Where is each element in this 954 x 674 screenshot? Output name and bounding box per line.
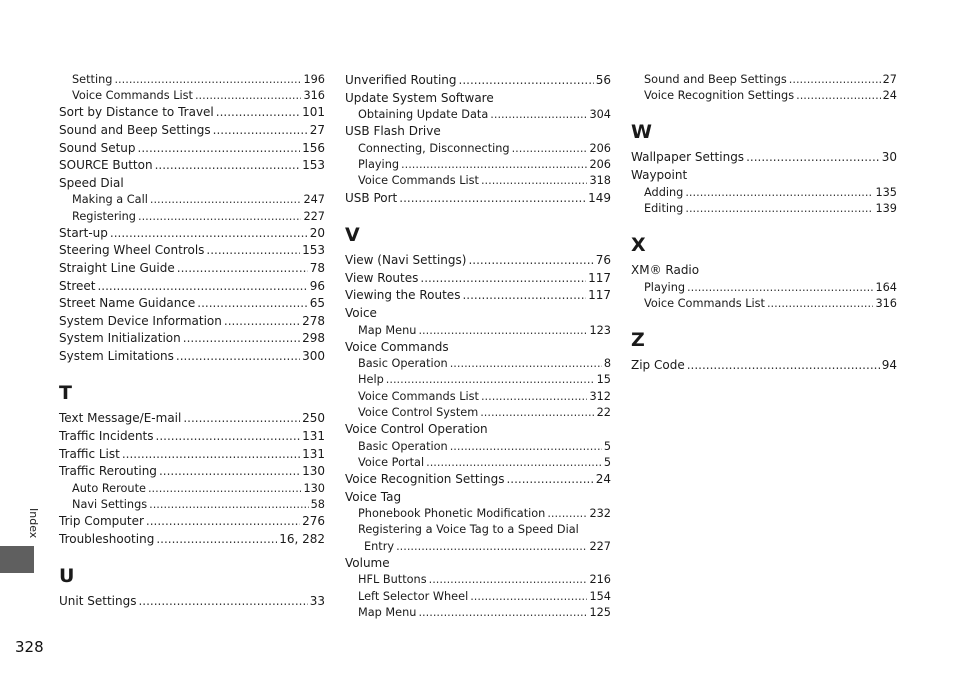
page-reference: 278	[302, 313, 325, 328]
page-reference: 139	[875, 201, 897, 215]
index-entry-sound-setup[interactable]	[59, 140, 325, 158]
page-reference: 15	[596, 373, 611, 387]
index-entry-label: Voice Commands List	[644, 296, 765, 310]
index-entry-voice-recognition-settings[interactable]	[631, 88, 897, 104]
page-reference: 130	[303, 481, 325, 495]
index-entry-label: View (Navi Settings)	[345, 253, 467, 268]
index-entry-label: USB Flash Drive	[345, 124, 441, 139]
page-reference: 117	[588, 288, 611, 303]
index-entry-label: Voice Commands List	[72, 89, 193, 103]
index-entry-street[interactable]	[59, 278, 325, 296]
index-entry-label: System Device Information	[59, 313, 222, 328]
page-reference: 56	[595, 73, 611, 87]
index-entry-label: HFL Buttons	[358, 573, 427, 587]
page-reference: 27	[882, 73, 897, 86]
index-entry-label: Basic Operation	[358, 357, 448, 371]
page-reference: 65	[309, 296, 325, 311]
index-entry-system-initialization[interactable]	[59, 330, 325, 348]
page-reference: 153	[302, 158, 325, 173]
index-entry-label: Waypoint	[631, 167, 688, 182]
index-entry-label: Straight Line Guide	[59, 260, 175, 275]
index-entry-label: SOURCE Button	[59, 158, 153, 173]
index-entry-left-selector-wheel[interactable]	[345, 589, 611, 605]
index-entry-auto-reroute[interactable]	[59, 481, 325, 497]
dot-leader	[746, 149, 880, 167]
dot-leader	[685, 201, 873, 217]
page-reference: 316	[303, 89, 325, 103]
index-entry-adding[interactable]	[631, 185, 897, 201]
index-entry-volume[interactable]	[345, 555, 611, 573]
dot-leader	[396, 539, 587, 555]
index-entry-label: Auto Reroute	[72, 481, 146, 495]
index-entry-sound-and-beep-settings[interactable]	[631, 72, 897, 88]
dot-leader	[156, 428, 301, 446]
dot-leader	[216, 104, 300, 122]
section-letter-u: U	[59, 565, 75, 588]
index-entry-making-a-call[interactable]	[59, 192, 325, 208]
index-entry-view-navi-settings[interactable]	[345, 252, 611, 270]
index-entry-label: Voice Recognition Settings	[345, 472, 505, 486]
dot-leader	[155, 157, 301, 175]
dot-leader	[480, 405, 594, 421]
index-entry-usb-port[interactable]	[345, 190, 611, 208]
index-entry-traffic-incidents[interactable]	[59, 428, 325, 446]
index-entry-playing[interactable]	[631, 280, 897, 296]
dot-leader	[418, 323, 587, 339]
dot-leader	[138, 209, 301, 225]
index-entry-label: System Limitations	[59, 348, 174, 363]
index-column-2	[345, 72, 611, 621]
page-reference: 135	[875, 185, 897, 199]
dot-leader	[183, 330, 300, 348]
dot-leader	[796, 88, 881, 104]
dot-leader	[687, 357, 880, 375]
section-letter-z: Z	[631, 328, 645, 351]
dot-leader	[206, 242, 300, 260]
dot-leader	[401, 157, 587, 173]
page-reference: 123	[589, 323, 611, 337]
index-column-3	[631, 72, 897, 375]
dot-leader	[386, 372, 595, 388]
page-reference: 131	[302, 446, 325, 461]
index-entry-unit-settings[interactable]	[59, 593, 325, 611]
index-entry-label: Basic Operation	[358, 439, 448, 453]
index-entry-text-message-e-mail[interactable]	[59, 410, 325, 428]
index-entry-label: Voice	[345, 305, 377, 320]
page-reference: 58	[310, 498, 325, 512]
index-entry-source-button[interactable]	[59, 157, 325, 175]
dot-leader	[159, 463, 300, 481]
page-reference: 78	[309, 260, 325, 275]
index-entry-sort-by-distance-to-travel[interactable]	[59, 104, 325, 122]
index-entry-navi-settings[interactable]	[59, 497, 325, 513]
dot-leader	[195, 88, 301, 104]
dot-leader	[197, 295, 307, 313]
index-entry-label: Navi Settings	[72, 498, 148, 512]
index-entry-voice[interactable]	[345, 305, 611, 323]
dot-leader	[114, 72, 301, 88]
page-reference: 149	[588, 190, 611, 205]
page-reference: 250	[302, 411, 325, 426]
index-entry-label: Speed Dial	[59, 175, 124, 190]
index-entry-system-device-information[interactable]	[59, 313, 325, 331]
page-reference: 298	[302, 331, 325, 346]
index-entry-voice-control-operation[interactable]	[345, 421, 611, 439]
index-entry-speed-dial[interactable]	[59, 175, 325, 193]
page-reference: 8	[603, 357, 611, 371]
index-entry-phonebook-phonetic-modification[interactable]	[345, 506, 611, 522]
page-reference: 30	[881, 150, 897, 165]
dot-leader	[468, 252, 593, 270]
index-entry-label: Voice Control System	[358, 405, 479, 419]
index-entry-zip-code[interactable]	[631, 357, 897, 375]
page-reference: 227	[589, 539, 611, 553]
side-tab-label: Index	[27, 508, 40, 539]
index-entry-voice-control-system[interactable]	[345, 405, 611, 421]
index-entry-start-up[interactable]	[59, 225, 325, 243]
section-letter-w: W	[631, 121, 652, 144]
page-reference: 227	[303, 209, 325, 223]
page-reference: 101	[302, 105, 325, 120]
dot-leader	[470, 589, 587, 605]
page-reference: 27	[309, 122, 325, 137]
dot-leader	[426, 455, 602, 471]
section-letter-t: T	[59, 382, 72, 405]
index-entry-playing[interactable]	[345, 157, 611, 173]
index-entry-label: Street	[59, 278, 96, 293]
page-reference: 5	[603, 439, 611, 453]
index-entry-system-limitations[interactable]	[59, 348, 325, 366]
page-reference: 33	[309, 594, 325, 609]
dot-leader	[459, 72, 594, 90]
page-reference: 16, 282	[279, 531, 325, 546]
index-entry-label: Setting	[72, 73, 113, 86]
dot-leader	[687, 280, 873, 296]
index-entry-label: USB Port	[345, 190, 398, 205]
index-entry-map-menu[interactable]	[345, 323, 611, 339]
dot-leader	[183, 410, 300, 428]
page-reference: 247	[303, 193, 325, 207]
page-reference: 312	[589, 389, 611, 403]
index-entry-label: Traffic List	[59, 446, 120, 461]
dot-leader	[213, 122, 308, 140]
page-reference: 206	[589, 141, 611, 155]
index-entry-label: Voice Commands List	[358, 389, 479, 403]
index-entry-label: Sound and Beep Settings	[59, 122, 211, 137]
index-entry-label: Left Selector Wheel	[358, 589, 469, 603]
dot-leader	[789, 72, 881, 88]
dot-leader	[429, 572, 588, 588]
index-entry-label: Voice Commands	[345, 339, 449, 354]
index-entry-help[interactable]	[345, 372, 611, 388]
index-column-1	[59, 72, 325, 611]
index-entry-street-name-guidance[interactable]	[59, 295, 325, 313]
index-entry-traffic-rerouting[interactable]	[59, 463, 325, 481]
index-entry-label: Voice Recognition Settings	[644, 89, 795, 103]
dot-leader	[177, 260, 308, 278]
index-entry-wallpaper-settings[interactable]	[631, 149, 897, 167]
index-entry-entry[interactable]	[345, 539, 611, 555]
index-entry-voice-commands-list[interactable]	[345, 173, 611, 189]
index-entry-label: Volume	[345, 555, 390, 570]
index-entry-registering[interactable]	[59, 209, 325, 225]
index-entry-label: System Initialization	[59, 331, 181, 346]
index-entry-label: Phonebook Phonetic Modification	[358, 507, 546, 521]
index-entry-voice-commands-list[interactable]	[59, 88, 325, 104]
side-tab-marker	[0, 546, 34, 573]
index-entry-label: Unverified Routing	[345, 73, 457, 87]
page-reference: 196	[303, 73, 325, 86]
index-entry-usb-flash-drive[interactable]	[345, 123, 611, 141]
index-entry-label: Steering Wheel Controls	[59, 243, 205, 258]
dot-leader	[506, 471, 593, 489]
page-reference: 232	[589, 507, 611, 521]
dot-leader	[138, 593, 307, 611]
index-entry-label: Playing	[644, 280, 686, 294]
index-entry-label: Editing	[644, 201, 684, 215]
index-entry-waypoint[interactable]	[631, 167, 897, 185]
index-entry-label: Update System Software	[345, 90, 494, 105]
dot-leader	[156, 531, 277, 549]
index-entry-label: Sound Setup	[59, 140, 136, 155]
page-reference: 304	[589, 108, 611, 122]
dot-leader	[512, 141, 588, 157]
index-entry-voice-commands[interactable]	[345, 339, 611, 357]
index-entry-label: Making a Call	[72, 193, 148, 207]
dot-leader	[122, 446, 300, 464]
index-entry-label: Traffic Incidents	[59, 429, 154, 444]
dot-leader	[110, 225, 308, 243]
index-entry-label: Text Message/E-mail	[59, 411, 182, 426]
page-reference: 5	[603, 455, 611, 469]
page-reference: 24	[882, 89, 897, 103]
index-entry-hfl-buttons[interactable]	[345, 572, 611, 588]
index-entry-label: Voice Control Operation	[345, 422, 488, 437]
index-entry-unverified-routing[interactable]	[345, 72, 611, 90]
page-reference: 206	[589, 158, 611, 172]
dot-leader	[148, 481, 301, 497]
index-entry-label: Viewing the Routes	[345, 288, 461, 303]
dot-leader	[462, 287, 586, 305]
index-entry-steering-wheel-controls[interactable]	[59, 242, 325, 260]
page-reference: 276	[302, 514, 325, 529]
index-entry-obtaining-update-data[interactable]	[345, 107, 611, 123]
index-entry-basic-operation[interactable]	[345, 356, 611, 372]
index-entry-voice-tag[interactable]	[345, 489, 611, 507]
page-reference: 22	[596, 405, 611, 419]
dot-leader	[150, 192, 302, 208]
dot-leader	[547, 506, 587, 522]
page-reference: 156	[302, 140, 325, 155]
page-reference: 318	[589, 174, 611, 188]
index-entry-label: Registering a Voice Tag to a Speed Dial	[358, 523, 579, 537]
index-entry-label: Zip Code	[631, 357, 685, 372]
dot-leader	[685, 185, 873, 201]
index-entry-label: Traffic Rerouting	[59, 464, 157, 479]
section-letter-v: V	[345, 224, 360, 247]
index-entry-label: Voice Commands List	[358, 174, 479, 188]
page-reference: 76	[595, 253, 611, 268]
index-entry-registering-a-voice-tag-to-a-speed-dial[interactable]	[345, 522, 611, 538]
page-reference: 125	[589, 605, 611, 619]
index-entry-label: Playing	[358, 158, 400, 172]
index-entry-viewing-the-routes[interactable]	[345, 287, 611, 305]
index-entry-voice-portal[interactable]	[345, 455, 611, 471]
dot-leader	[420, 270, 586, 288]
dot-leader	[767, 296, 873, 312]
index-entry-editing[interactable]	[631, 201, 897, 217]
index-entry-troubleshooting[interactable]	[59, 531, 325, 549]
index-entry-label: Sound and Beep Settings	[644, 73, 787, 86]
page-reference: 94	[881, 357, 897, 372]
index-entry-straight-line-guide[interactable]	[59, 260, 325, 278]
index-entry-label: Troubleshooting	[59, 531, 155, 546]
index-entry-label: Voice Tag	[345, 489, 402, 504]
index-entry-label: Connecting, Disconnecting	[358, 141, 510, 155]
dot-leader	[418, 605, 587, 621]
index-entry-label: Map Menu	[358, 323, 417, 337]
index-entry-label: Wallpaper Settings	[631, 150, 745, 165]
index-entry-view-routes[interactable]	[345, 270, 611, 288]
index-entry-label: Registering	[72, 209, 136, 223]
dot-leader	[450, 439, 602, 455]
index-entry-basic-operation[interactable]	[345, 439, 611, 455]
page-reference: 117	[588, 270, 611, 285]
dot-leader	[399, 190, 586, 208]
dot-leader	[490, 107, 587, 123]
index-entry-label: Entry	[364, 539, 395, 553]
index-entry-label: Street Name Guidance	[59, 296, 196, 311]
index-entry-voice-recognition-settings[interactable]	[345, 471, 611, 489]
index-entry-label: Voice Portal	[358, 455, 425, 469]
dot-leader	[224, 313, 300, 331]
page-reference: 153	[302, 243, 325, 258]
index-entry-label: Help	[358, 373, 384, 387]
index-entry-label: XM® Radio	[631, 262, 700, 277]
dot-leader	[450, 356, 602, 372]
index-entry-label: Trip Computer	[59, 514, 144, 529]
page-reference: 154	[589, 589, 611, 603]
page-reference: 316	[875, 296, 897, 310]
index-entry-label: Obtaining Update Data	[358, 108, 489, 122]
index-entry-connecting-disconnecting[interactable]	[345, 141, 611, 157]
index-entry-trip-computer[interactable]	[59, 513, 325, 531]
index-entry-voice-commands-list[interactable]	[345, 389, 611, 405]
page-reference: 96	[309, 278, 325, 293]
index-entry-label: Start-up	[59, 225, 108, 240]
page-number: 328	[15, 638, 44, 656]
index-entry-sound-and-beep-settings[interactable]	[59, 122, 325, 140]
dot-leader	[146, 513, 300, 531]
index-entry-label: Adding	[644, 185, 684, 199]
index-entry-voice-commands-list[interactable]	[631, 296, 897, 312]
dot-leader	[481, 389, 587, 405]
dot-leader	[138, 140, 301, 158]
index-entry-label: Map Menu	[358, 605, 417, 619]
index-entry-setting[interactable]	[59, 72, 325, 88]
index-entry-label: Unit Settings	[59, 594, 137, 609]
page-reference: 300	[302, 348, 325, 363]
dot-leader	[176, 348, 300, 366]
dot-leader	[481, 173, 587, 189]
index-entry-update-system-software[interactable]	[345, 90, 611, 108]
page-reference: 216	[589, 573, 611, 587]
index-entry-map-menu[interactable]	[345, 605, 611, 621]
index-entry-traffic-list[interactable]	[59, 446, 325, 464]
page-reference: 20	[309, 225, 325, 240]
page-reference: 164	[875, 280, 897, 294]
page-reference: 24	[595, 472, 611, 486]
dot-leader	[149, 497, 309, 513]
index-entry-label: View Routes	[345, 270, 419, 285]
section-letter-x: X	[631, 233, 646, 256]
index-entry-label: Sort by Distance to Travel	[59, 105, 214, 120]
page-reference: 131	[302, 429, 325, 444]
page-reference: 130	[302, 464, 325, 479]
index-entry-xm-radio[interactable]	[631, 262, 897, 280]
dot-leader	[97, 278, 307, 296]
